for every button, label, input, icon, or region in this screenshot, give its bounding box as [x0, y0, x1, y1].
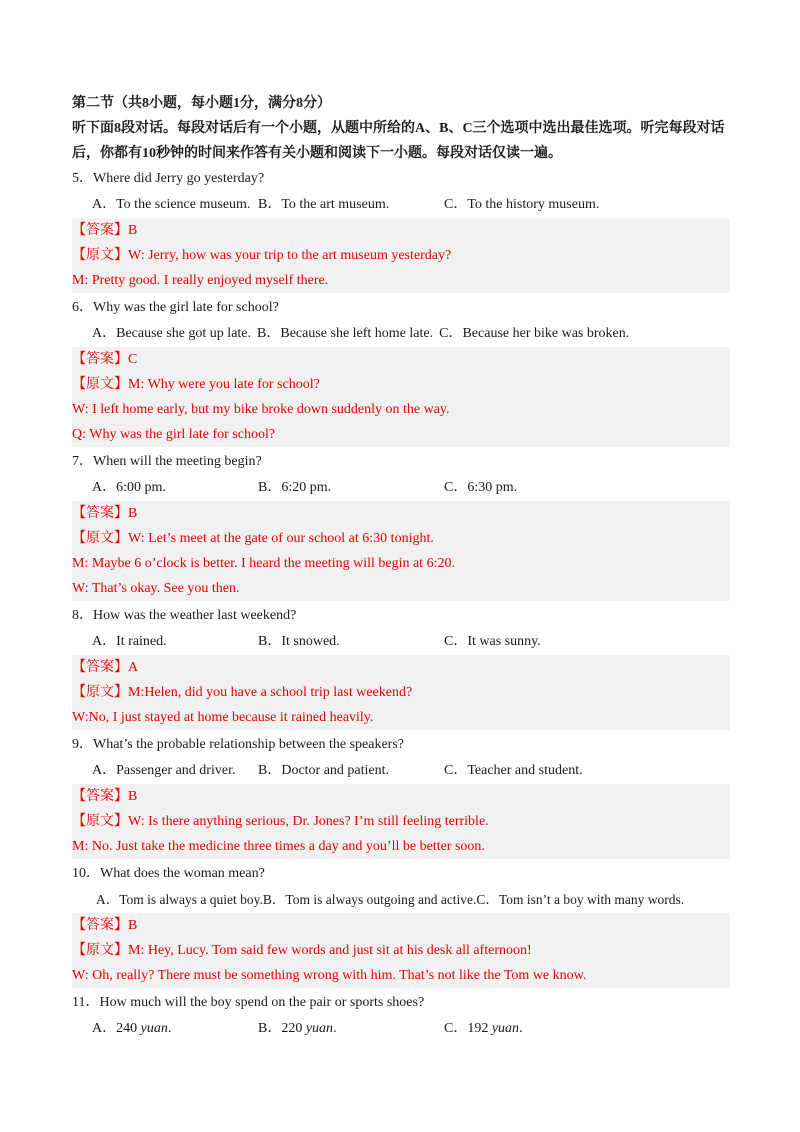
question-stem: 10．What does the woman mean?: [72, 866, 265, 881]
option-end: .: [167, 1020, 172, 1036]
transcript-line: W: I left home early, but my bike broke down suddenly on the way.: [72, 402, 450, 417]
section-title: 第二节（共8小题，每小题1分，满分8分）: [72, 96, 331, 111]
option-c[interactable]: C．It was sunny.: [444, 633, 541, 649]
options-line[interactable]: A．Tom is always a quiet boy.B．Tom is always outgoing and active.C．Tom isn’t a boy with many words.: [96, 891, 685, 907]
transcript-line: W: Oh, really? There must be something wrong with him. That’s not like the Tom we know.: [72, 968, 587, 983]
option-a[interactable]: [92, 1016, 258, 1042]
answer-line: 【答案】B: [72, 918, 138, 933]
option-c[interactable]: C．Teacher and student.: [444, 762, 583, 778]
answer-line: 【答案】A: [72, 660, 139, 675]
answer-block: [72, 347, 730, 447]
transcript-line: 【原文】W: Is there anything serious, Dr. Jones? I’m still feeling terrible.: [72, 814, 489, 829]
answer-block: [72, 218, 730, 293]
option-end: .: [333, 1020, 337, 1036]
transcript-line: M: Pretty good. I really enjoyed myself there.: [72, 273, 329, 288]
question-stem: 6．Why was the girl late for school?: [72, 300, 279, 315]
answer-line: 【答案】B: [72, 506, 138, 521]
option-a[interactable]: A．6:00 pm.: [92, 479, 166, 495]
question-stem: 11．How much will the boy spend on the pair or sports shoes?: [72, 995, 425, 1010]
option-end: .: [519, 1020, 523, 1036]
option-c[interactable]: C．Because her bike was broken.: [439, 325, 630, 341]
option-label: A．240: [92, 1020, 138, 1036]
option-a[interactable]: A．Passenger and driver.: [92, 762, 236, 778]
transcript-line: 【原文】M:Helen, did you have a school trip last weekend?: [72, 685, 413, 700]
option-b[interactable]: B．To the art museum.: [258, 196, 390, 212]
option-a[interactable]: A．To the science museum.: [92, 196, 251, 212]
answer-block: [72, 655, 730, 730]
option-b[interactable]: [258, 1016, 444, 1042]
transcript-line: M: No. Just take the medicine three times a day and you’ll be better soon.: [72, 839, 485, 854]
option-row: [72, 475, 730, 501]
transcript-line: W: That’s okay. See you then.: [72, 581, 240, 596]
option-unit: yuan: [305, 1020, 334, 1036]
question-stem: 5．Where did Jerry go yesterday?: [72, 171, 265, 186]
option-row: [72, 629, 730, 655]
option-b[interactable]: B．Because she left home late.: [257, 325, 434, 341]
option-b[interactable]: B．It snowed.: [258, 633, 340, 649]
transcript-line: M: Maybe 6 o’clock is better. I heard the meeting will begin at 6:20.: [72, 556, 455, 571]
option-b[interactable]: B．6:20 pm.: [258, 479, 332, 495]
option-a[interactable]: A．Because she got up late.: [92, 325, 252, 341]
option-c[interactable]: C．6:30 pm.: [444, 479, 518, 495]
option-row: [72, 758, 730, 784]
answer-line: 【答案】B: [72, 223, 138, 238]
option-row: [72, 321, 730, 347]
option-row: [72, 192, 730, 218]
transcript-line: 【原文】W: Let’s meet at the gate of our school at 6:30 tonight.: [72, 531, 434, 546]
transcript-line: 【原文】W: Jerry, how was your trip to the art museum yesterday?: [72, 248, 452, 263]
answer-block: [72, 784, 730, 859]
answer-line: 【答案】B: [72, 789, 138, 804]
transcript-line: Q: Why was the girl late for school?: [72, 427, 276, 442]
answer-block: [72, 913, 730, 988]
option-label: B．220: [258, 1020, 303, 1036]
option-c[interactable]: C．To the history museum.: [444, 196, 600, 212]
transcript-line: 【原文】M: Why were you late for school?: [72, 377, 320, 392]
question-stem: 7．When will the meeting begin?: [72, 454, 262, 469]
option-unit: yuan: [491, 1020, 520, 1036]
answer-block: [72, 501, 730, 601]
option-c[interactable]: [444, 1016, 523, 1042]
transcript-line: 【原文】M: Hey, Lucy. Tom said few words and just sit at his desk all afternoon!: [72, 943, 532, 958]
option-row: [72, 887, 730, 913]
option-b[interactable]: B．Doctor and patient.: [258, 762, 390, 778]
option-label: C．192: [444, 1020, 489, 1036]
option-unit: yuan: [140, 1020, 168, 1036]
option-a[interactable]: A．It rained.: [92, 633, 167, 649]
question-stem: 8．How was the weather last weekend?: [72, 608, 297, 623]
question-stem: 9．What’s the probable relationship between the speakers?: [72, 737, 404, 752]
section-instructions: 听下面8段对话。每段对话后有一个小题，从题中所给的A、B、C三个选项中选出最佳选项。听完每段对话后，你都有10秒钟的时间来作答有关小题和阅读下一小题。每段对话仅读一遍。: [72, 121, 725, 161]
page-content: [72, 92, 730, 1041]
option-row: [72, 1016, 730, 1042]
transcript-line: W:No, I just stayed at home because it rained heavily.: [72, 710, 374, 725]
answer-line: 【答案】C: [72, 352, 138, 367]
